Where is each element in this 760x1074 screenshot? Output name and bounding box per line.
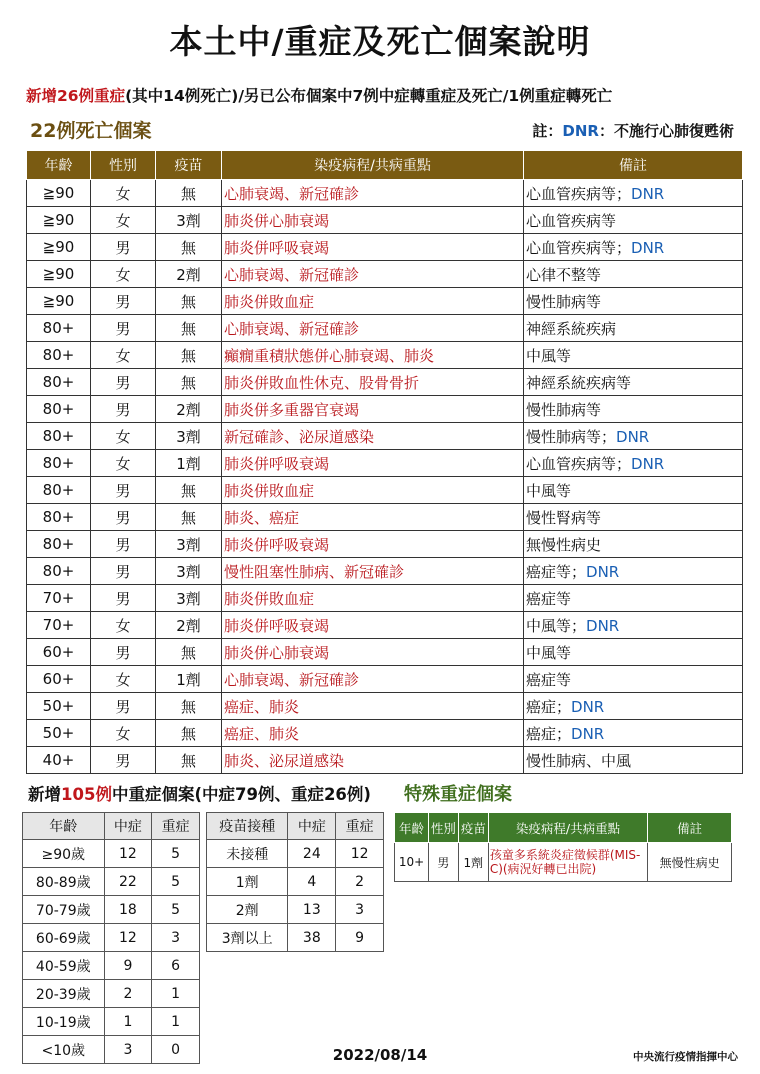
severe-cell: 0 <box>152 1036 200 1064</box>
remark-cell <box>524 342 743 369</box>
vaccine-cell: 1劑 <box>156 450 222 477</box>
vaccine-status-cell: 2劑 <box>207 896 288 924</box>
remark-text: 慢性肺病等； <box>526 427 617 446</box>
spec-sex: 男 <box>428 843 458 882</box>
moderate-cell: 4 <box>288 868 336 896</box>
sex-cell: 女 <box>91 207 156 234</box>
new-cases-count: 105例 <box>61 785 112 804</box>
moderate-cell: 1 <box>104 1008 152 1036</box>
age-cell: 80+ <box>27 477 91 504</box>
remark-text: 無慢性病史 <box>526 535 602 554</box>
vax-col-severe: 重症 <box>336 813 384 840</box>
vaccine-status-cell: 未接種 <box>207 840 288 868</box>
remark-text: 癌症； <box>526 697 572 716</box>
age-cell: 80+ <box>27 558 91 585</box>
vaccine-cell: 2劑 <box>156 261 222 288</box>
col-remark: 備註 <box>524 151 743 180</box>
age-cell: 80+ <box>27 531 91 558</box>
table-row <box>27 342 743 369</box>
course-cell: 肺炎、泌尿道感染 <box>222 747 524 774</box>
age-cell: 80+ <box>27 423 91 450</box>
age-group-cell: <10歲 <box>23 1036 105 1064</box>
age-cell: ≧90 <box>27 288 91 315</box>
age-table <box>22 812 200 1064</box>
sex-cell: 男 <box>91 369 156 396</box>
sex-cell: 男 <box>91 288 156 315</box>
vaccine-cell: 2劑 <box>156 612 222 639</box>
vaccine-cell: 無 <box>156 720 222 747</box>
age-col-age: 年齡 <box>23 813 105 840</box>
remark-text: 中風等； <box>526 616 587 635</box>
moderate-cell: 22 <box>104 868 152 896</box>
course-cell: 肺炎、癌症 <box>222 504 524 531</box>
sex-cell: 女 <box>91 180 156 207</box>
age-cell: ≧90 <box>27 234 91 261</box>
deaths-heading: 22例死亡個案 <box>30 120 152 142</box>
spec-course: 孩童多系統炎症徵候群(MIS-C)(病況好轉已出院) <box>488 843 647 882</box>
moderate-cell: 9 <box>104 952 152 980</box>
remark-cell <box>524 558 743 585</box>
vaccine-cell: 無 <box>156 288 222 315</box>
remark-cell <box>524 720 743 747</box>
remark-cell <box>524 666 743 693</box>
remark-text: 神經系統疾病 <box>526 319 617 338</box>
age-group-cell: 10-19歲 <box>23 1008 105 1036</box>
vaccine-status-cell: 1劑 <box>207 868 288 896</box>
deaths-table <box>26 150 743 774</box>
moderate-cell: 12 <box>104 924 152 952</box>
severe-cell: 5 <box>152 868 200 896</box>
spec-col-remark: 備註 <box>648 813 732 843</box>
spec-col-age: 年齡 <box>395 813 429 843</box>
remark-text: 慢性腎病等 <box>526 508 602 527</box>
col-sex: 性別 <box>91 151 156 180</box>
special-heading: 特殊重症個案 <box>404 784 512 805</box>
table-row <box>27 288 743 315</box>
vaccine-cell: 無 <box>156 477 222 504</box>
course-cell: 癌症、肺炎 <box>222 693 524 720</box>
age-cell: 80+ <box>27 504 91 531</box>
remark-cell <box>524 315 743 342</box>
remark-cell <box>524 504 743 531</box>
course-cell: 心肺衰竭、新冠確診 <box>222 315 524 342</box>
age-cell: 80+ <box>27 369 91 396</box>
sex-cell: 女 <box>91 342 156 369</box>
course-cell: 肺炎併呼吸衰竭 <box>222 612 524 639</box>
remark-text: 心血管疾病等 <box>526 211 617 230</box>
age-cell: 60+ <box>27 639 91 666</box>
moderate-cell: 24 <box>288 840 336 868</box>
table-row <box>23 896 200 924</box>
moderate-cell: 3 <box>104 1036 152 1064</box>
spec-col-vaccine: 疫苗 <box>458 813 488 843</box>
course-cell: 心肺衰竭、新冠確診 <box>222 180 524 207</box>
subtitle-highlight: 新增26例重症 <box>26 87 126 105</box>
severe-cell: 5 <box>152 896 200 924</box>
vaccine-cell: 3劑 <box>156 531 222 558</box>
course-cell: 肺炎併心肺衰竭 <box>222 207 524 234</box>
table-row <box>27 612 743 639</box>
course-cell: 肺炎併多重器官衰竭 <box>222 396 524 423</box>
remark-text: 慢性肺病等 <box>526 400 602 419</box>
severe-cell: 5 <box>152 840 200 868</box>
moderate-cell: 12 <box>104 840 152 868</box>
remark-cell <box>524 477 743 504</box>
special-row <box>395 843 732 882</box>
table-row <box>27 450 743 477</box>
sex-cell: 男 <box>91 747 156 774</box>
table-row <box>27 396 743 423</box>
age-cell: 70+ <box>27 585 91 612</box>
course-cell: 慢性阻塞性肺病、新冠確診 <box>222 558 524 585</box>
table-row <box>27 693 743 720</box>
vaccine-cell: 無 <box>156 342 222 369</box>
dnr-tag: DNR <box>571 697 605 716</box>
sex-cell: 女 <box>91 720 156 747</box>
table-row <box>27 180 743 207</box>
sex-cell: 女 <box>91 423 156 450</box>
table-row <box>27 477 743 504</box>
course-cell: 肺炎併呼吸衰竭 <box>222 450 524 477</box>
remark-cell <box>524 180 743 207</box>
age-cell: 50+ <box>27 693 91 720</box>
sex-cell: 女 <box>91 612 156 639</box>
table-row <box>27 558 743 585</box>
sex-cell: 男 <box>91 693 156 720</box>
spec-col-course: 染疫病程/共病重點 <box>488 813 647 843</box>
age-cell: 50+ <box>27 720 91 747</box>
table-row <box>23 924 200 952</box>
severe-cell: 3 <box>152 924 200 952</box>
remark-text: 心血管疾病等； <box>526 454 632 473</box>
age-col-severe: 重症 <box>152 813 200 840</box>
remark-text: 中風等 <box>526 346 572 365</box>
remark-cell <box>524 693 743 720</box>
age-cell: ≧90 <box>27 180 91 207</box>
age-group-cell: 20-39歲 <box>23 980 105 1008</box>
vaccine-cell: 無 <box>156 180 222 207</box>
course-cell: 肺炎併敗血症 <box>222 477 524 504</box>
table-row <box>27 720 743 747</box>
table-row <box>23 1008 200 1036</box>
note-prefix: 註： <box>532 122 563 140</box>
sex-cell: 女 <box>91 666 156 693</box>
remark-cell <box>524 585 743 612</box>
remark-text: 中風等 <box>526 643 572 662</box>
sex-cell: 男 <box>91 234 156 261</box>
severe-cell: 9 <box>336 924 384 952</box>
dnr-tag: DNR <box>631 454 665 473</box>
course-cell: 肺炎併呼吸衰竭 <box>222 531 524 558</box>
new-cases-prefix: 新增 <box>28 785 61 804</box>
table-row <box>207 924 384 952</box>
remark-text: 心律不整等 <box>526 265 602 284</box>
remark-text: 慢性肺病、中風 <box>526 751 632 770</box>
vaccine-cell: 無 <box>156 693 222 720</box>
vax-col-moderate: 中症 <box>288 813 336 840</box>
table-row <box>27 369 743 396</box>
remark-text: 心血管疾病等； <box>526 184 632 203</box>
table-row <box>27 234 743 261</box>
sex-cell: 男 <box>91 639 156 666</box>
age-cell: 80+ <box>27 450 91 477</box>
table-row <box>27 531 743 558</box>
severe-cell: 3 <box>336 896 384 924</box>
remark-cell <box>524 531 743 558</box>
spec-col-sex: 性別 <box>428 813 458 843</box>
sex-cell: 女 <box>91 450 156 477</box>
vaccine-cell: 無 <box>156 315 222 342</box>
col-age: 年齡 <box>27 151 91 180</box>
course-cell: 癌症、肺炎 <box>222 720 524 747</box>
subtitle-rest: (其中14例死亡)/另已公布個案中7例中症轉重症及死亡/1例重症轉死亡 <box>125 87 613 105</box>
remark-cell <box>524 450 743 477</box>
organization: 中央流行疫情指揮中心 <box>633 1051 738 1063</box>
remark-cell <box>524 639 743 666</box>
remark-cell <box>524 612 743 639</box>
severe-cell: 6 <box>152 952 200 980</box>
table-row <box>27 666 743 693</box>
severe-cell: 1 <box>152 1008 200 1036</box>
special-table <box>394 812 732 882</box>
remark-text: 神經系統疾病等 <box>526 373 632 392</box>
col-vaccine: 疫苗 <box>156 151 222 180</box>
moderate-cell: 38 <box>288 924 336 952</box>
remark-cell <box>524 369 743 396</box>
dnr-tag: DNR <box>631 184 665 203</box>
age-cell: 80+ <box>27 396 91 423</box>
vaccine-cell: 無 <box>156 747 222 774</box>
remark-cell <box>524 234 743 261</box>
sex-cell: 男 <box>91 558 156 585</box>
course-cell: 肺炎併敗血症 <box>222 288 524 315</box>
table-row <box>27 315 743 342</box>
course-cell: 肺炎併心肺衰竭 <box>222 639 524 666</box>
course-cell: 心肺衰竭、新冠確診 <box>222 666 524 693</box>
course-cell: 肺炎併呼吸衰竭 <box>222 234 524 261</box>
age-cell: 80+ <box>27 315 91 342</box>
remark-cell <box>524 423 743 450</box>
dnr-tag: DNR <box>586 616 620 635</box>
remark-cell <box>524 396 743 423</box>
age-col-moderate: 中症 <box>104 813 152 840</box>
spec-remark: 無慢性病史 <box>648 843 732 882</box>
remark-text: 癌症等 <box>526 670 572 689</box>
deaths-table-header <box>27 151 743 180</box>
age-group-cell: 60-69歲 <box>23 924 105 952</box>
course-cell: 肺炎併敗血症 <box>222 585 524 612</box>
dnr-note <box>532 120 734 141</box>
age-group-cell: 40-59歲 <box>23 952 105 980</box>
spec-age: 10+ <box>395 843 429 882</box>
vaccine-cell: 無 <box>156 369 222 396</box>
course-cell: 心肺衰竭、新冠確診 <box>222 261 524 288</box>
vaccine-cell: 2劑 <box>156 396 222 423</box>
dnr-tag: DNR <box>631 238 665 257</box>
report-date: 2022/08/14 <box>332 1046 428 1064</box>
sex-cell: 男 <box>91 531 156 558</box>
age-group-cell: 80-89歲 <box>23 868 105 896</box>
remark-text: 癌症； <box>526 724 572 743</box>
dnr-tag: DNR <box>571 724 605 743</box>
course-cell: 肺炎併敗血性休克、股骨骨折 <box>222 369 524 396</box>
table-row <box>27 423 743 450</box>
sex-cell: 男 <box>91 477 156 504</box>
table-row <box>27 207 743 234</box>
sex-cell: 女 <box>91 261 156 288</box>
page-title: 本土中/重症及死亡個案說明 <box>169 22 591 61</box>
remark-text: 心血管疾病等； <box>526 238 632 257</box>
subtitle <box>26 84 746 106</box>
age-group-cell: ≥90歲 <box>23 840 105 868</box>
table-row <box>23 840 200 868</box>
table-row <box>207 896 384 924</box>
course-cell: 癲癇重積狀態併心肺衰竭、肺炎 <box>222 342 524 369</box>
note-dnr: DNR <box>562 122 599 140</box>
table-row <box>27 504 743 531</box>
remark-text: 癌症等； <box>526 562 587 581</box>
vaccine-cell: 3劑 <box>156 558 222 585</box>
moderate-cell: 18 <box>104 896 152 924</box>
course-cell: 新冠確診、泌尿道感染 <box>222 423 524 450</box>
moderate-cell: 13 <box>288 896 336 924</box>
remark-text: 慢性肺病等 <box>526 292 602 311</box>
age-cell: 70+ <box>27 612 91 639</box>
col-course: 染疫病程/共病重點 <box>222 151 524 180</box>
age-group-cell: 70-79歲 <box>23 896 105 924</box>
severe-cell: 12 <box>336 840 384 868</box>
remark-text: 癌症等 <box>526 589 572 608</box>
remark-cell <box>524 288 743 315</box>
table-row <box>207 868 384 896</box>
remark-cell <box>524 747 743 774</box>
table-row <box>27 747 743 774</box>
new-cases-heading <box>28 781 371 805</box>
age-cell: 60+ <box>27 666 91 693</box>
vaccine-cell: 無 <box>156 639 222 666</box>
sex-cell: 男 <box>91 504 156 531</box>
vaccine-cell: 無 <box>156 234 222 261</box>
vaccine-table <box>206 812 384 952</box>
moderate-cell: 2 <box>104 980 152 1008</box>
sex-cell: 男 <box>91 396 156 423</box>
table-row <box>23 980 200 1008</box>
table-row <box>27 585 743 612</box>
severe-cell: 2 <box>336 868 384 896</box>
table-row <box>23 868 200 896</box>
remark-cell <box>524 207 743 234</box>
new-cases-suffix: 中重症個案(中症79例、重症26例) <box>111 785 371 804</box>
vaccine-status-cell: 3劑以上 <box>207 924 288 952</box>
age-cell: 80+ <box>27 342 91 369</box>
deaths-table-body <box>27 180 743 774</box>
dnr-tag: DNR <box>616 427 650 446</box>
table-row <box>23 952 200 980</box>
dnr-tag: DNR <box>586 562 620 581</box>
sex-cell: 男 <box>91 315 156 342</box>
age-cell: 40+ <box>27 747 91 774</box>
vaccine-cell: 1劑 <box>156 666 222 693</box>
vaccine-cell: 3劑 <box>156 585 222 612</box>
vax-col-vaccine: 疫苗接種 <box>207 813 288 840</box>
vaccine-cell: 3劑 <box>156 207 222 234</box>
vaccine-cell: 3劑 <box>156 423 222 450</box>
table-row <box>27 261 743 288</box>
table-row <box>27 639 743 666</box>
note-suffix: ：不施行心肺復甦術 <box>598 122 734 140</box>
remark-text: 中風等 <box>526 481 572 500</box>
spec-vaccine: 1劑 <box>458 843 488 882</box>
vaccine-cell: 無 <box>156 504 222 531</box>
sex-cell: 男 <box>91 585 156 612</box>
remark-cell <box>524 261 743 288</box>
age-cell: ≧90 <box>27 261 91 288</box>
severe-cell: 1 <box>152 980 200 1008</box>
age-cell: ≧90 <box>27 207 91 234</box>
table-row <box>207 840 384 868</box>
